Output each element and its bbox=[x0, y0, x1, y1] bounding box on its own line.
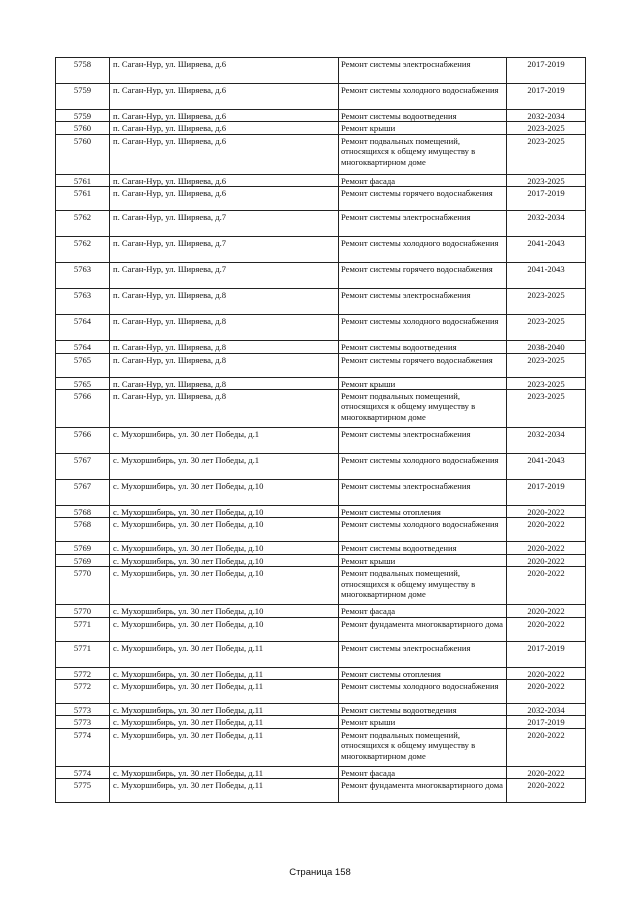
row-address: с. Мухоршибирь, ул. 30 лет Победы, д.11 bbox=[110, 641, 339, 667]
row-work-type: Ремонт системы водоотведения bbox=[339, 542, 507, 554]
row-work-type: Ремонт системы холодного водоснабжения bbox=[339, 518, 507, 542]
row-work-type: Ремонт крыши bbox=[339, 716, 507, 728]
row-address: п. Саган-Нур, ул. Ширяева, д.6 bbox=[110, 187, 339, 211]
row-period: 2017-2019 bbox=[507, 716, 586, 728]
row-number: 5767 bbox=[56, 480, 110, 506]
row-work-type: Ремонт подвальных помещений, относящихся к общему имуществу в многоквартирном доме bbox=[339, 728, 507, 766]
row-address: п. Саган-Нур, ул. Ширяева, д.6 bbox=[110, 134, 339, 174]
row-address: п. Саган-Нур, ул. Ширяева, д.8 bbox=[110, 315, 339, 341]
row-period: 2020-2022 bbox=[507, 617, 586, 641]
row-address: с. Мухоршибирь, ул. 30 лет Победы, д.10 bbox=[110, 617, 339, 641]
row-work-type: Ремонт крыши bbox=[339, 554, 507, 566]
row-address: п. Саган-Нур, ул. Ширяева, д.8 bbox=[110, 289, 339, 315]
row-address: с. Мухоршибирь, ул. 30 лет Победы, д.11 bbox=[110, 766, 339, 778]
row-period: 2020-2022 bbox=[507, 728, 586, 766]
row-work-type: Ремонт системы водоотведения bbox=[339, 341, 507, 353]
table-row bbox=[56, 122, 586, 134]
table-row bbox=[56, 704, 586, 716]
row-number: 5759 bbox=[56, 110, 110, 122]
table-row bbox=[56, 263, 586, 289]
row-work-type: Ремонт системы горячего водоснабжения bbox=[339, 187, 507, 211]
table-row bbox=[56, 377, 586, 389]
row-number: 5772 bbox=[56, 680, 110, 704]
row-period: 2017-2019 bbox=[507, 187, 586, 211]
row-work-type: Ремонт фасада bbox=[339, 766, 507, 778]
row-work-type: Ремонт системы горячего водоснабжения bbox=[339, 263, 507, 289]
row-address: с. Мухоршибирь, ул. 30 лет Победы, д.10 bbox=[110, 605, 339, 617]
row-period: 2020-2022 bbox=[507, 567, 586, 605]
works-table bbox=[55, 57, 586, 803]
row-address: с. Мухоршибирь, ул. 30 лет Победы, д.10 bbox=[110, 567, 339, 605]
row-period: 2020-2022 bbox=[507, 518, 586, 542]
table-row bbox=[56, 667, 586, 679]
row-work-type: Ремонт системы электроснабжения bbox=[339, 480, 507, 506]
row-address: п. Саган-Нур, ул. Ширяева, д.7 bbox=[110, 211, 339, 237]
row-number: 5772 bbox=[56, 667, 110, 679]
row-work-type: Ремонт системы холодного водоснабжения bbox=[339, 84, 507, 110]
row-work-type: Ремонт подвальных помещений, относящихся к общему имуществу в многоквартирном доме bbox=[339, 390, 507, 428]
row-number: 5761 bbox=[56, 174, 110, 186]
row-period: 2023-2025 bbox=[507, 122, 586, 134]
row-number: 5775 bbox=[56, 779, 110, 803]
row-number: 5760 bbox=[56, 122, 110, 134]
table-row bbox=[56, 187, 586, 211]
row-work-type: Ремонт крыши bbox=[339, 377, 507, 389]
table-row bbox=[56, 237, 586, 263]
row-period: 2017-2019 bbox=[507, 641, 586, 667]
row-address: п. Саган-Нур, ул. Ширяева, д.6 bbox=[110, 122, 339, 134]
row-period: 2032-2034 bbox=[507, 110, 586, 122]
row-period: 2023-2025 bbox=[507, 174, 586, 186]
table-row bbox=[56, 341, 586, 353]
row-period: 2023-2025 bbox=[507, 390, 586, 428]
table-row bbox=[56, 567, 586, 605]
table-row bbox=[56, 617, 586, 641]
row-work-type: Ремонт системы электроснабжения bbox=[339, 211, 507, 237]
row-work-type: Ремонт фундамента многоквартирного дома bbox=[339, 779, 507, 803]
row-number: 5767 bbox=[56, 454, 110, 480]
table-row bbox=[56, 554, 586, 566]
row-address: с. Мухоршибирь, ул. 30 лет Победы, д.10 bbox=[110, 506, 339, 518]
row-period: 2017-2019 bbox=[507, 480, 586, 506]
row-address: с. Мухоршибирь, ул. 30 лет Победы, д.11 bbox=[110, 680, 339, 704]
row-period: 2023-2025 bbox=[507, 289, 586, 315]
row-period: 2038-2040 bbox=[507, 341, 586, 353]
row-number: 5761 bbox=[56, 187, 110, 211]
row-work-type: Ремонт системы холодного водоснабжения bbox=[339, 454, 507, 480]
table-row bbox=[56, 680, 586, 704]
row-work-type: Ремонт системы электроснабжения bbox=[339, 289, 507, 315]
row-number: 5774 bbox=[56, 766, 110, 778]
row-work-type: Ремонт системы электроснабжения bbox=[339, 428, 507, 454]
row-address: п. Саган-Нур, ул. Ширяева, д.6 bbox=[110, 84, 339, 110]
row-address: с. Мухоршибирь, ул. 30 лет Победы, д.11 bbox=[110, 779, 339, 803]
row-period: 2041-2043 bbox=[507, 237, 586, 263]
table-row bbox=[56, 58, 586, 84]
table-row bbox=[56, 454, 586, 480]
table-row bbox=[56, 174, 586, 186]
row-number: 5771 bbox=[56, 641, 110, 667]
row-period: 2017-2019 bbox=[507, 84, 586, 110]
table-row bbox=[56, 605, 586, 617]
row-address: п. Саган-Нур, ул. Ширяева, д.8 bbox=[110, 353, 339, 377]
table-row bbox=[56, 353, 586, 377]
table-row bbox=[56, 542, 586, 554]
table-row bbox=[56, 134, 586, 174]
row-period: 2023-2025 bbox=[507, 134, 586, 174]
row-number: 5763 bbox=[56, 289, 110, 315]
table-row bbox=[56, 779, 586, 803]
row-work-type: Ремонт системы отопления bbox=[339, 506, 507, 518]
row-period: 2041-2043 bbox=[507, 454, 586, 480]
row-address: с. Мухоршибирь, ул. 30 лет Победы, д.10 bbox=[110, 542, 339, 554]
table-row bbox=[56, 428, 586, 454]
row-period: 2041-2043 bbox=[507, 263, 586, 289]
row-work-type: Ремонт системы холодного водоснабжения bbox=[339, 237, 507, 263]
row-address: с. Мухоршибирь, ул. 30 лет Победы, д.11 bbox=[110, 716, 339, 728]
row-address: п. Саган-Нур, ул. Ширяева, д.8 bbox=[110, 390, 339, 428]
row-work-type: Ремонт крыши bbox=[339, 122, 507, 134]
row-work-type: Ремонт системы горячего водоснабжения bbox=[339, 353, 507, 377]
row-work-type: Ремонт системы водоотведения bbox=[339, 110, 507, 122]
row-number: 5758 bbox=[56, 58, 110, 84]
row-period: 2032-2034 bbox=[507, 704, 586, 716]
row-address: с. Мухоршибирь, ул. 30 лет Победы, д.1 bbox=[110, 454, 339, 480]
table-row bbox=[56, 641, 586, 667]
row-number: 5766 bbox=[56, 390, 110, 428]
row-number: 5759 bbox=[56, 84, 110, 110]
row-number: 5773 bbox=[56, 716, 110, 728]
table-row bbox=[56, 289, 586, 315]
row-number: 5763 bbox=[56, 263, 110, 289]
row-period: 2017-2019 bbox=[507, 58, 586, 84]
row-period: 2020-2022 bbox=[507, 766, 586, 778]
row-address: с. Мухоршибирь, ул. 30 лет Победы, д.1 bbox=[110, 428, 339, 454]
row-period: 2023-2025 bbox=[507, 377, 586, 389]
table-row bbox=[56, 728, 586, 766]
row-work-type: Ремонт системы отопления bbox=[339, 667, 507, 679]
row-period: 2020-2022 bbox=[507, 506, 586, 518]
table-row bbox=[56, 506, 586, 518]
row-address: п. Саган-Нур, ул. Ширяева, д.7 bbox=[110, 237, 339, 263]
table-row bbox=[56, 518, 586, 542]
row-number: 5771 bbox=[56, 617, 110, 641]
row-number: 5769 bbox=[56, 554, 110, 566]
row-work-type: Ремонт системы холодного водоснабжения bbox=[339, 680, 507, 704]
row-work-type: Ремонт системы водоотведения bbox=[339, 704, 507, 716]
table-row bbox=[56, 766, 586, 778]
table-row bbox=[56, 315, 586, 341]
row-number: 5766 bbox=[56, 428, 110, 454]
row-period: 2020-2022 bbox=[507, 542, 586, 554]
row-period: 2023-2025 bbox=[507, 353, 586, 377]
row-address: п. Саган-Нур, ул. Ширяева, д.8 bbox=[110, 341, 339, 353]
table-row bbox=[56, 716, 586, 728]
row-number: 5774 bbox=[56, 728, 110, 766]
row-period: 2020-2022 bbox=[507, 554, 586, 566]
row-address: п. Саган-Нур, ул. Ширяева, д.7 bbox=[110, 263, 339, 289]
row-number: 5762 bbox=[56, 237, 110, 263]
row-period: 2020-2022 bbox=[507, 605, 586, 617]
row-period: 2020-2022 bbox=[507, 667, 586, 679]
row-work-type: Ремонт фундамента многоквартирного дома bbox=[339, 617, 507, 641]
row-number: 5764 bbox=[56, 341, 110, 353]
works-table-body bbox=[56, 58, 586, 803]
row-period: 2020-2022 bbox=[507, 680, 586, 704]
row-address: с. Мухоршибирь, ул. 30 лет Победы, д.10 bbox=[110, 518, 339, 542]
row-address: п. Саган-Нур, ул. Ширяева, д.6 bbox=[110, 174, 339, 186]
row-number: 5768 bbox=[56, 518, 110, 542]
row-work-type: Ремонт фасада bbox=[339, 605, 507, 617]
row-address: с. Мухоршибирь, ул. 30 лет Победы, д.10 bbox=[110, 554, 339, 566]
row-number: 5773 bbox=[56, 704, 110, 716]
table-row bbox=[56, 84, 586, 110]
row-number: 5765 bbox=[56, 353, 110, 377]
row-work-type: Ремонт системы электроснабжения bbox=[339, 58, 507, 84]
row-number: 5765 bbox=[56, 377, 110, 389]
row-number: 5768 bbox=[56, 506, 110, 518]
row-address: п. Саган-Нур, ул. Ширяева, д.6 bbox=[110, 110, 339, 122]
table-row bbox=[56, 211, 586, 237]
row-number: 5760 bbox=[56, 134, 110, 174]
table-row bbox=[56, 390, 586, 428]
row-address: п. Саган-Нур, ул. Ширяева, д.6 bbox=[110, 58, 339, 84]
row-number: 5770 bbox=[56, 567, 110, 605]
row-number: 5762 bbox=[56, 211, 110, 237]
row-period: 2020-2022 bbox=[507, 779, 586, 803]
table-row bbox=[56, 480, 586, 506]
row-number: 5764 bbox=[56, 315, 110, 341]
table-row bbox=[56, 110, 586, 122]
row-address: с. Мухоршибирь, ул. 30 лет Победы, д.11 bbox=[110, 728, 339, 766]
row-number: 5770 bbox=[56, 605, 110, 617]
row-work-type: Ремонт системы электроснабжения bbox=[339, 641, 507, 667]
row-period: 2032-2034 bbox=[507, 428, 586, 454]
row-address: с. Мухоршибирь, ул. 30 лет Победы, д.11 bbox=[110, 667, 339, 679]
row-address: п. Саган-Нур, ул. Ширяева, д.8 bbox=[110, 377, 339, 389]
row-period: 2032-2034 bbox=[507, 211, 586, 237]
row-work-type: Ремонт фасада bbox=[339, 174, 507, 186]
row-work-type: Ремонт подвальных помещений, относящихся к общему имуществу в многоквартирном доме bbox=[339, 567, 507, 605]
row-number: 5769 bbox=[56, 542, 110, 554]
row-work-type: Ремонт системы холодного водоснабжения bbox=[339, 315, 507, 341]
row-address: с. Мухоршибирь, ул. 30 лет Победы, д.11 bbox=[110, 704, 339, 716]
row-address: с. Мухоршибирь, ул. 30 лет Победы, д.10 bbox=[110, 480, 339, 506]
page-number: Страница 158 bbox=[289, 867, 351, 878]
row-period: 2023-2025 bbox=[507, 315, 586, 341]
row-work-type: Ремонт подвальных помещений, относящихся к общему имуществу в многоквартирном доме bbox=[339, 134, 507, 174]
